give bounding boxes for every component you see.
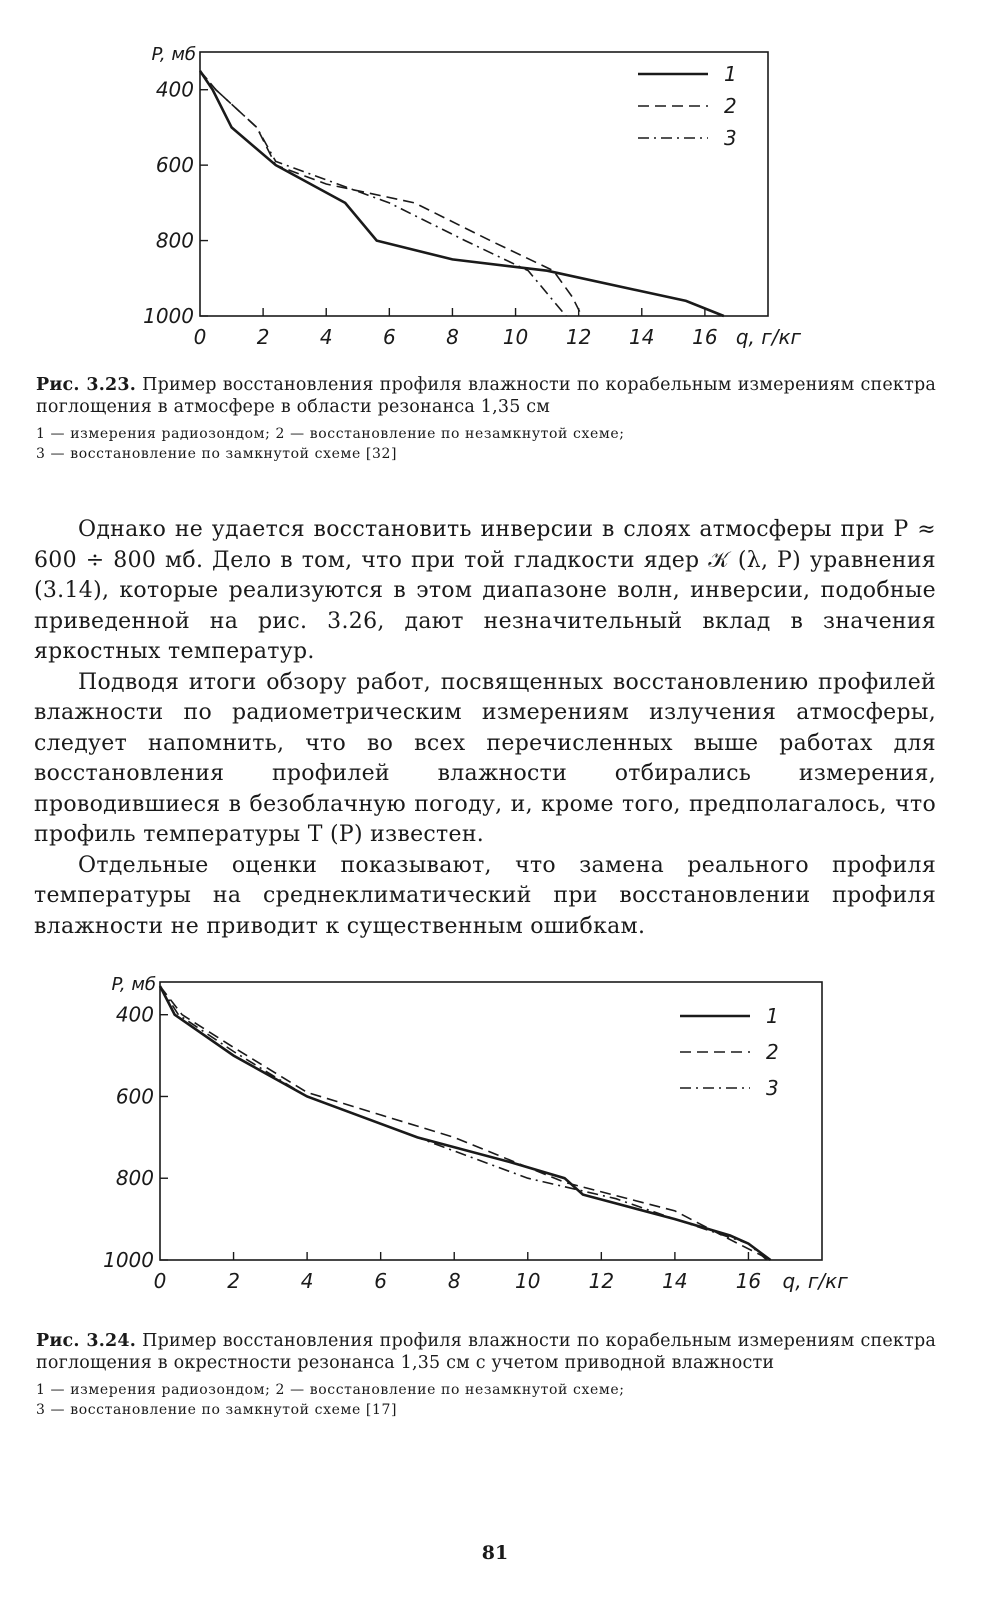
series-line-2 — [200, 71, 582, 316]
series-line-3 — [160, 986, 767, 1260]
body-text — [34, 515, 936, 942]
legend-label-3: 3 — [766, 1076, 779, 1100]
x-axis-unit-label: q, г/кг — [782, 1269, 848, 1293]
x-tick-label: 0 — [193, 325, 207, 349]
series-line-3 — [200, 71, 566, 316]
plot-frame — [160, 982, 822, 1260]
figure-3-24-caption — [36, 1330, 936, 1420]
x-tick-label: 14 — [629, 325, 655, 349]
x-tick-label: 16 — [692, 325, 718, 349]
series-line-1 — [160, 986, 771, 1260]
caption-title — [36, 374, 936, 418]
legend-label-3: 3 — [724, 126, 737, 150]
x-tick-label: 12 — [565, 325, 592, 349]
x-axis-unit-label: q, г/кг — [735, 325, 802, 349]
legend-label-1: 1 — [724, 62, 737, 86]
caption-text: Пример восстановления профиля влажности по корабельным измерениям спектра поглощения в окрестности резонанса 1,35 см с учетом приводной влажности — [36, 1331, 936, 1373]
x-tick-label: 4 — [300, 1269, 314, 1293]
paragraph-1: Однако не удается восстановить инверсии в слоях атмосферы при P ≈ 600 ÷ 800 мб. Дело в том, что при той гладкости ядер 𝒦 (λ, P) уравнения (3.14), которые реализуются в этом диапазоне волн, инверсии, подобные приведенной на рис. 3.26, дают незначительный вклад в значения яркостных температур. — [34, 517, 936, 664]
x-tick-label: 14 — [662, 1269, 688, 1293]
x-tick-label: 16 — [735, 1269, 762, 1293]
figure-3-24-chart — [0, 968, 990, 1308]
x-tick-label: 0 — [153, 1269, 167, 1293]
x-tick-label: 6 — [382, 325, 396, 349]
y-tick-label: 400 — [115, 1002, 154, 1027]
caption-label: Рис. 3.24. — [36, 1331, 137, 1351]
x-tick-label: 6 — [374, 1269, 388, 1293]
legend-line-1: 1 — измерения радиозондом; 2 — восстановление по незамкнутой схеме; — [36, 1382, 625, 1398]
x-tick-label: 4 — [319, 325, 333, 349]
x-tick-label: 2 — [256, 325, 270, 349]
caption-text: Пример восстановления профиля влажности по корабельным измерениям спектра поглощения в атмосфере в области резонанса 1,35 см — [36, 375, 936, 417]
y-tick-label: 800 — [155, 228, 194, 253]
paragraph-2: Подводя итоги обзору работ, посвященных восстановлению профилей влажности по радиометрическим измерениям излучения атмосферы, следует напомнить, что во всех перечисленных выше работах для восстановления профилей влажности отбирались измерения, проводившиеся в безоблачную погоду, и, кроме того, предполагалось, что профиль температуры T (P) известен. — [34, 669, 936, 847]
x-tick-label: 8 — [446, 325, 459, 349]
y-axis-unit-label: P, мб — [151, 44, 196, 65]
chart-svg-1 — [0, 40, 990, 360]
caption-legend — [36, 424, 936, 464]
x-tick-label: 10 — [515, 1269, 541, 1293]
x-tick-label: 10 — [502, 325, 529, 349]
legend-line-2: 3 — восстановление по замкнутой схеме [17] — [36, 1402, 398, 1418]
figure-3-23-caption — [36, 374, 936, 464]
y-tick-label: 800 — [115, 1166, 154, 1191]
y-tick-label: 600 — [115, 1084, 154, 1109]
caption-title — [36, 1330, 936, 1374]
chart-svg-2 — [0, 968, 990, 1308]
figure-3-23-chart — [0, 40, 990, 360]
caption-label: Рис. 3.23. — [36, 375, 137, 395]
legend-label-2: 2 — [724, 94, 737, 118]
legend-label-2: 2 — [766, 1040, 779, 1064]
y-tick-label: 1000 — [103, 1248, 154, 1272]
plot-frame — [200, 52, 768, 316]
series-line-1 — [200, 71, 724, 316]
legend-label-1: 1 — [766, 1004, 779, 1028]
y-axis-unit-label: P, мб — [111, 974, 156, 995]
y-tick-label: 400 — [155, 77, 194, 102]
x-tick-label: 12 — [588, 1269, 615, 1293]
x-tick-label: 8 — [447, 1269, 461, 1293]
legend-line-2: 3 — восстановление по замкнутой схеме [32] — [36, 446, 398, 462]
legend-line-1: 1 — измерения радиозондом; 2 — восстановление по незамкнутой схеме; — [36, 426, 625, 442]
x-tick-label: 2 — [227, 1269, 240, 1293]
caption-legend — [36, 1380, 936, 1420]
y-tick-label: 600 — [155, 153, 194, 178]
paragraph-3: Отдельные оценки показывают, что замена реального профиля температуры на среднеклиматический при восстановлении профиля влажности не приводит к существенным ошибкам. — [34, 852, 936, 939]
page-number: 81 — [481, 1542, 509, 1564]
series-line-2 — [160, 986, 771, 1260]
y-tick-label: 1000 — [143, 304, 194, 328]
